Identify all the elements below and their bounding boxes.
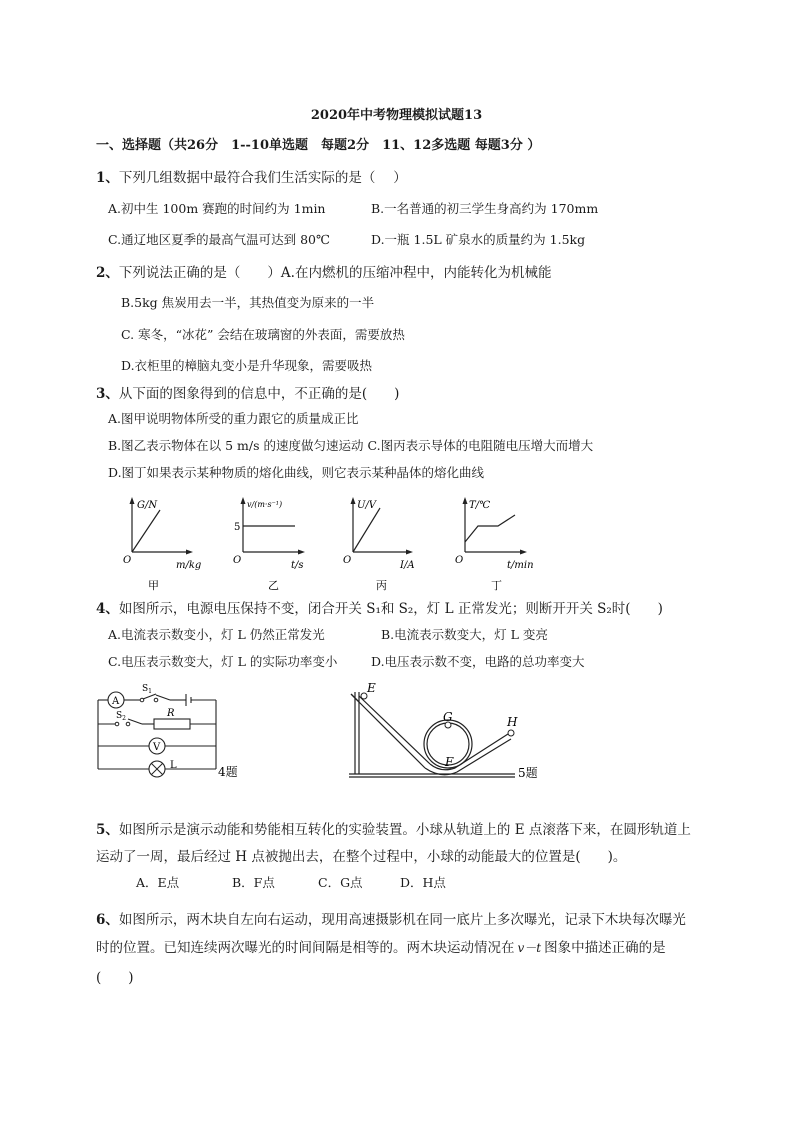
graph-origin: O	[343, 555, 352, 566]
q4-option-b: B.电流表示数变大，灯 L 变亮	[381, 627, 548, 642]
q1-option-a: A.初中生 100m 赛跑的时间约为 1min	[108, 201, 326, 216]
lamp-label: L	[170, 760, 177, 771]
q4-option-a: A.电流表示数变小，灯 L 仍然正常发光	[108, 627, 325, 642]
q3-option-a: A.图甲说明物体所受的重力跟它的质量成正比	[108, 411, 359, 426]
q1-option-b: B.一名普通的初三学生身高约为 170mm	[371, 201, 599, 216]
vt-symbol: v－t	[517, 941, 542, 955]
q4-option-c: C.电压表示数变大，灯 L 的实际功率变小	[108, 654, 338, 669]
graph-jia	[123, 497, 201, 592]
point-g-label: G	[443, 710, 453, 724]
question-stem: 如图所示，电源电压保持不变，闭合开关 S₁和 S₂，灯 L 正常发光；则断开开关 S₂时( )	[118, 601, 663, 617]
graph-x-label: m/kg	[176, 560, 202, 571]
question-number: 5、	[96, 822, 119, 838]
q2-option-d: D.衣柜里的樟脑丸变小是升华现象，需要吸热	[121, 358, 373, 373]
proportional-line	[132, 510, 160, 552]
svg-text:V: V	[153, 742, 161, 753]
graph-y-label: v/(m·s⁻¹)	[247, 500, 283, 509]
graph-x-label: t/min	[507, 560, 534, 571]
graph-x-label: t/s	[291, 560, 304, 571]
question-stem-line-1: 如图所示是演示动能和势能相互转化的实验装置。小球从轨道上的 E 点滚落下来，在圆形轨道上	[118, 822, 691, 838]
figure-caption: 4题	[218, 765, 238, 779]
question-6	[96, 908, 686, 928]
graph-caption: 丙	[376, 579, 387, 592]
switch-s2-icon	[115, 711, 130, 726]
q2-option-b: B.5kg 焦炭用去一半，其热值变为原来的一半	[121, 295, 375, 310]
question-stem: 下列说法正确的是（ ）A.在内燃机的压缩冲程中，内能转化为机械能	[118, 265, 552, 281]
question-stem-line-2: 时的位置。已知连续两次曝光的时间间隔是相等的。两木块运动情况在 v－t 图象中描述正确的是	[96, 940, 666, 956]
figure-caption: 5题	[518, 766, 538, 780]
question-stem: 从下面的图象得到的信息中，不正确的是( )	[118, 386, 400, 402]
page-title: 2020年中考物理模拟试题13	[310, 108, 483, 123]
graph-caption: 丁	[491, 579, 502, 592]
q5-option-d: D．H点	[400, 875, 446, 890]
question-3	[96, 382, 399, 402]
resistor-label: R	[167, 708, 175, 719]
q5-option-a: A．E点	[136, 875, 180, 890]
graph-origin: O	[455, 555, 464, 566]
q3-option-bc: B.图乙表示物体在以 5 m/s 的速度做匀速运动 C.图丙表示导体的电阻随电压增大而增大	[108, 438, 594, 453]
q4-circuit-diagram	[90, 680, 250, 780]
question-number: 2、	[96, 265, 119, 281]
question-2	[96, 261, 551, 281]
graph-y-label: G/N	[137, 500, 158, 511]
svg-text:A: A	[112, 696, 120, 707]
ball-at-h-icon	[508, 730, 514, 736]
question-1	[96, 166, 407, 186]
question-answer-blank: ( )	[96, 970, 134, 986]
question-stem-line-1: 如图所示，两木块自左向右运动，现用高速摄影机在同一底片上多次曝光，记录下木块每次曝光	[118, 912, 686, 928]
question-4	[96, 597, 663, 617]
graph-origin: O	[233, 555, 242, 566]
question-stem-line-2: 运动了一周，最后经过 H 点被抛出去，在整个过程中，小球的动能最大的位置是( )。	[96, 849, 627, 865]
q1-option-d: D.一瓶 1.5L 矿泉水的质量约为 1.5kg	[371, 232, 586, 247]
voltmeter-icon	[149, 738, 165, 754]
graph-caption: 乙	[268, 579, 279, 592]
switch-s2-label: $S_2$	[116, 711, 126, 722]
graph-yi	[233, 497, 305, 592]
q2-option-c: C. 寒冬，“冰花” 会结在玻璃窗的外表面，需要放热	[121, 327, 405, 342]
graph-bing	[343, 497, 415, 592]
graph-tick: 5	[234, 522, 241, 533]
q4-option-d: D.电压表示数不变，电路的总功率变大	[371, 654, 585, 669]
q3-option-d: D.图丁如果表示某种物质的熔化曲线，则它表示某种晶体的熔化曲线	[108, 465, 485, 480]
lamp-icon	[149, 760, 177, 777]
q3-graphs	[110, 490, 570, 595]
proportional-line	[353, 508, 380, 552]
question-stem: 下列几组数据中最符合我们生活实际的是（ ）	[118, 170, 407, 186]
switch-s1-label: $S_1$	[142, 684, 152, 695]
graph-ding	[455, 497, 534, 592]
question-number: 1、	[96, 170, 119, 186]
q5-track-diagram	[345, 676, 555, 782]
q5-option-b: B．F点	[232, 875, 275, 890]
section-heading: 一、选择题（共26分 1--10单选题 每题2分 11、12多选题 每题3分 ）	[96, 138, 541, 153]
graph-y-label: T/℃	[469, 500, 491, 511]
q1-option-c: C.通辽地区夏季的最高气温可达到 80℃	[108, 232, 330, 247]
melting-curve	[465, 515, 515, 542]
point-h-label: H	[507, 715, 518, 729]
question-number: 6、	[96, 912, 119, 928]
graph-caption: 甲	[148, 579, 159, 592]
point-e-label: E	[367, 681, 376, 695]
question-5	[96, 818, 691, 838]
question-number: 4、	[96, 601, 119, 617]
switch-s1-icon	[140, 684, 158, 702]
point-f-label: F	[445, 755, 454, 769]
graph-origin: O	[123, 555, 132, 566]
q5-option-c: C．G点	[318, 875, 363, 890]
graph-x-label: I/A	[400, 560, 415, 571]
ammeter-icon	[108, 692, 124, 708]
graph-y-label: U/V	[357, 500, 377, 511]
question-number: 3、	[96, 386, 119, 402]
